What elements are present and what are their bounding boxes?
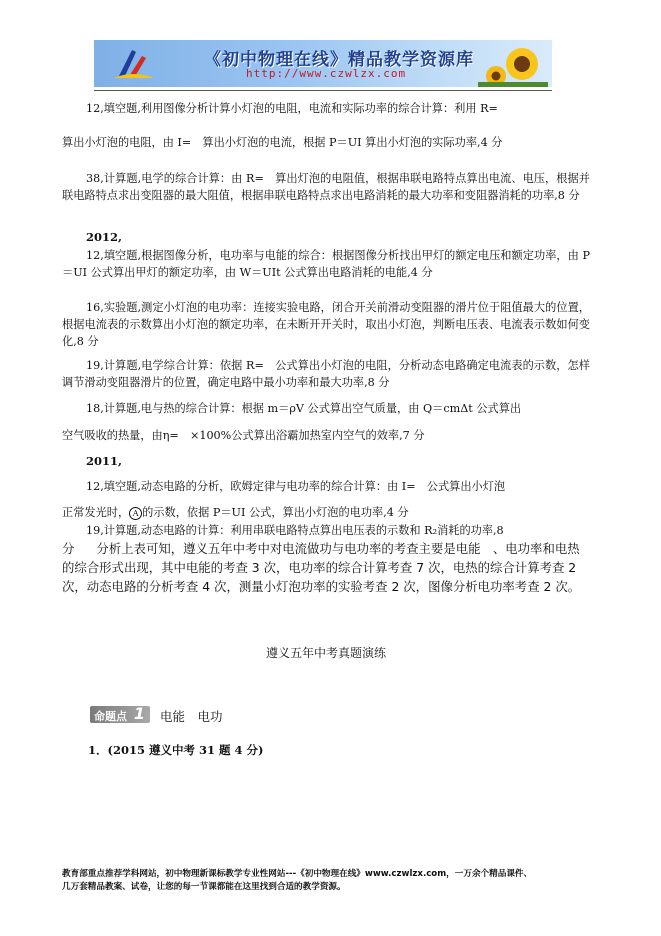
badge-label: 命题点	[94, 710, 127, 723]
header-divider	[94, 90, 552, 91]
paragraph-2015-q12: 12,填空题,利用图像分析计算小灯泡的电阻，电流和实际功率的综合计算：利用 R=	[86, 102, 498, 115]
footer-line-1: 教育部重点推荐学科网站，初中物理新课标教学专业性网站---《初中物理在线》www.czwlzx.com，一万余个精品课件、	[62, 869, 533, 879]
paragraph-2012-q12: 12,填空题,根据图像分析，电功率与电能的综合：根据图像分析找出甲灯的额定电压和额定功率，由 P＝UI 公式算出甲灯的额定功率，由 W＝UIt 公式算出电路消耗的电能,4 分	[62, 249, 590, 279]
paragraph-2012-q18: 18,计算题,电与热的综合计算：根据 m＝ρV 公式算出空气质量，由 Q＝cmΔt 公式算出	[86, 402, 522, 415]
text-fragment: 正常发光时，	[62, 506, 130, 519]
paragraph-2012-q19: 19,计算题,电学综合计算：依据 R= 公式算出小灯泡的电阻，分析动态电路确定电流表的示数，怎样调节滑动变阻器滑片的位置，确定电路中最小功率和最大功率,8 分	[62, 359, 590, 389]
question-heading: 1．(2015 遵义中考 31 题 4 分)	[88, 743, 264, 757]
topic-title: 电能 电功	[160, 709, 223, 724]
year-label-2011: 2011,	[86, 454, 123, 468]
summary-text: 分析上表可知，遵义五年中考中对电流做功与电功率的考查主要是电能 、电功率和电热的综合形式出现，其中电能的考查 3 次，电功率的综合计算考查 7 次，电热的综合计算考查 2 次，动态电路的分析考查 4 次，测量小灯泡功率的实验考查 2 次，图像分析电功率考查 2 次。	[62, 541, 581, 594]
paragraph-2011-q12-cont	[62, 504, 590, 521]
ammeter-symbol: A	[129, 507, 142, 520]
site-url[interactable]: http://www.czwlzx.com	[246, 67, 407, 80]
footer	[62, 868, 602, 894]
section-title: 遵义五年中考真题演练	[265, 646, 386, 660]
paragraph-2011-q12: 12,填空题,动态电路的分析，欧姆定律与电功率的综合计算：由 I= 公式算出小灯泡	[86, 480, 506, 493]
year-label-2012: 2012,	[86, 230, 123, 244]
summary-paragraph	[62, 539, 590, 596]
site-logo-icon	[108, 44, 158, 84]
paragraph-2015-q38: 38,计算题,电学的综合计算：由 R= 算出灯泡的电阻值，根据串联电路特点算出电流、电压，根据并联电路特点求出变阻器的最大阻值，根据串联电路特点求出电路消耗的最大功率和变阻器消耗的功率,8 分	[62, 172, 590, 202]
header-banner	[94, 40, 552, 87]
site-title: 《初中物理在线》精品教学资源库	[204, 50, 474, 70]
sunflower-icon	[478, 42, 548, 87]
footer-line-2: 几万套精品教案、试卷，让您的每一节课都能在这里找到合适的教学资源。	[62, 882, 346, 892]
paragraph-2015-q12-cont: 算出小灯泡的电阻，由 I= 算出小灯泡的电流，根据 P＝UI 算出小灯泡的实际功率,4 分	[62, 136, 503, 149]
badge-number: 1	[133, 704, 145, 723]
paragraph-2012-q18-cont: 空气吸收的热量，由η= ×100%公式算出浴霸加热室内空气的效率,7 分	[62, 429, 425, 442]
topic-badge	[90, 706, 150, 723]
paragraph-2012-q16: 16,实验题,测定小灯泡的电功率：连接实验电路，闭合开关前滑动变阻器的滑片位于阻值最大的位置，根据电流表的示数算出小灯泡的额定功率，在未断开开关时，取出小灯泡，判断电压表、电流表示数如何变化,8 分	[62, 301, 590, 348]
summary-lead: 分	[62, 541, 75, 556]
text-fragment: 的示数，依据 P＝UI 公式，算出小灯泡的电功率,4 分	[142, 506, 409, 519]
paragraph-2011-q19: 19,计算题,动态电路的计算：利用串联电路特点算出电压表的示数和 R₂消耗的功率,8	[86, 524, 504, 537]
